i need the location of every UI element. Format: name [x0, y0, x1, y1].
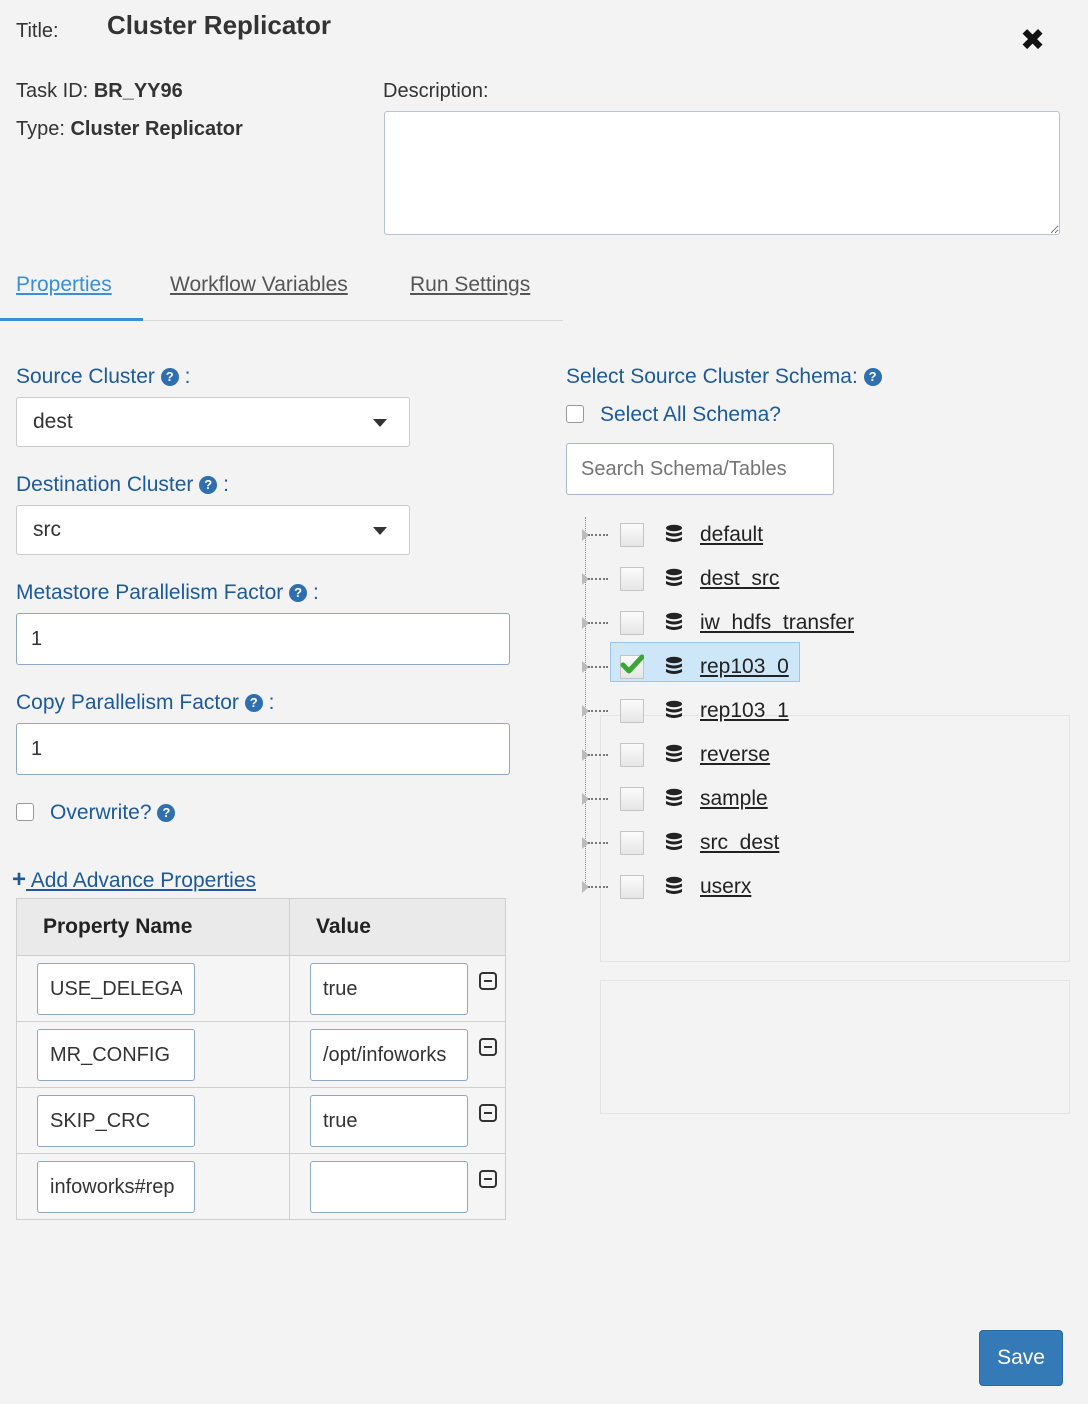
schema-select-label-text: Select Source Cluster Schema: [566, 365, 858, 388]
schema-name-link[interactable]: dest_src [700, 567, 780, 590]
schema-tree-item[interactable] [576, 604, 876, 644]
overwrite-label-text: Overwrite? [50, 801, 152, 824]
schema-search-input[interactable] [566, 443, 834, 495]
page-title[interactable]: Cluster Replicator [107, 10, 331, 40]
destination-cluster-value: src [33, 518, 61, 541]
property-value-cell [290, 1154, 506, 1220]
description-field[interactable] [384, 111, 1060, 235]
source-cluster-label-text: Source Cluster [16, 365, 155, 388]
property-value-input[interactable] [310, 963, 468, 1015]
tree-branch [588, 754, 608, 756]
property-name-cell [17, 1154, 290, 1220]
tree-branch [588, 666, 608, 668]
database-icon [665, 700, 683, 722]
task-id-label: Task ID: [16, 80, 89, 102]
overwrite-checkbox[interactable] [16, 803, 34, 821]
database-icon [665, 568, 683, 590]
close-icon[interactable]: ✖ [1020, 24, 1046, 57]
schema-name-link[interactable]: reverse [700, 743, 771, 766]
type-label: Type: [16, 118, 65, 140]
property-value-cell [290, 956, 506, 1022]
help-icon[interactable]: ? [199, 476, 217, 494]
database-icon [665, 876, 683, 898]
schema-checkbox[interactable] [620, 875, 644, 899]
chevron-down-icon [373, 527, 387, 535]
schema-tree-item[interactable] [576, 692, 876, 732]
schema-tree-item[interactable] [576, 824, 876, 864]
database-icon [665, 612, 683, 634]
property-name-cell [17, 1022, 290, 1088]
tree-branch [588, 534, 608, 536]
help-icon[interactable]: ? [245, 694, 263, 712]
database-icon [665, 524, 683, 546]
tree-branch [588, 886, 608, 888]
property-value-input[interactable] [310, 1095, 468, 1147]
schema-checkbox[interactable] [620, 743, 644, 767]
tree-branch [588, 622, 608, 624]
destination-cluster-label [16, 473, 229, 497]
table-row [17, 1154, 506, 1220]
overwrite-label [50, 801, 175, 825]
schema-tree-item[interactable] [576, 780, 876, 820]
tree-branch [588, 578, 608, 580]
schema-tree-item[interactable] [576, 560, 876, 600]
schema-select-label [566, 365, 882, 389]
database-icon [665, 656, 683, 678]
select-all-schema-label: Select All Schema? [600, 403, 781, 426]
save-button[interactable]: Save [979, 1330, 1063, 1386]
schema-checkbox[interactable] [620, 567, 644, 591]
tab-run-settings[interactable]: Run Settings [410, 273, 531, 296]
tree-branch [588, 842, 608, 844]
task-type [16, 118, 243, 141]
add-advance-properties-link[interactable]: Add Advance Properties [26, 869, 257, 892]
column-header-property-name: Property Name [17, 899, 290, 956]
type-value: Cluster Replicator [70, 118, 243, 140]
property-name-input[interactable] [37, 1161, 195, 1213]
property-value-cell [290, 1022, 506, 1088]
metastore-parallelism-input[interactable] [16, 613, 510, 665]
copy-parallelism-label-text: Copy Parallelism Factor [16, 691, 239, 714]
schema-tree-item[interactable] [576, 516, 876, 556]
schema-name-link[interactable]: rep103_1 [700, 699, 789, 722]
table-row [17, 1088, 506, 1154]
property-name-cell [17, 1088, 290, 1154]
schema-checkbox[interactable] [620, 611, 644, 635]
destination-cluster-label-text: Destination Cluster [16, 473, 194, 496]
label-colon: : [184, 365, 191, 388]
chevron-down-icon [373, 419, 387, 427]
database-icon [665, 744, 683, 766]
property-name-input[interactable] [37, 1029, 195, 1081]
help-icon[interactable]: ? [161, 368, 179, 386]
schema-name-link[interactable]: rep103_0 [700, 655, 789, 678]
table-header-row [17, 899, 506, 956]
copy-parallelism-label [16, 691, 274, 715]
schema-checkbox[interactable] [620, 787, 644, 811]
advance-properties-table [16, 898, 506, 1220]
database-icon [665, 832, 683, 854]
schema-name-link[interactable]: userx [700, 875, 752, 898]
database-icon [665, 788, 683, 810]
tree-branch [588, 798, 608, 800]
remove-row-icon[interactable] [479, 1038, 497, 1056]
schema-name-link[interactable]: sample [700, 787, 768, 810]
property-name-cell [17, 956, 290, 1022]
table-row [17, 1022, 506, 1088]
source-cluster-select[interactable] [16, 397, 410, 447]
schema-checkbox[interactable] [620, 523, 644, 547]
source-cluster-label [16, 365, 190, 389]
tab-properties[interactable]: Properties [16, 273, 112, 296]
tab-active-indicator [0, 318, 143, 321]
copy-parallelism-input[interactable] [16, 723, 510, 775]
table-row [17, 956, 506, 1022]
label-colon: : [312, 581, 319, 604]
schema-tree-item[interactable] [576, 868, 876, 908]
tab-workflow-variables[interactable]: Workflow Variables [170, 273, 348, 296]
remove-row-icon[interactable] [479, 972, 497, 990]
source-cluster-value: dest [33, 410, 73, 433]
help-icon[interactable]: ? [289, 584, 307, 602]
remove-row-icon[interactable] [479, 1170, 497, 1188]
schema-checkbox[interactable] [620, 831, 644, 855]
label-colon: : [268, 691, 275, 714]
property-value-input[interactable] [310, 1161, 468, 1213]
column-header-value: Value [290, 899, 506, 956]
property-value-input[interactable] [310, 1029, 468, 1081]
destination-cluster-select[interactable] [16, 505, 410, 555]
select-all-schema-checkbox[interactable] [566, 405, 584, 423]
remove-row-icon[interactable] [479, 1104, 497, 1122]
help-icon[interactable]: ? [157, 804, 175, 822]
add-advance-properties[interactable] [12, 866, 256, 894]
task-id [16, 80, 183, 103]
title-label: Title: [16, 20, 59, 42]
checkmark-icon [620, 653, 644, 677]
schema-tree-item[interactable] [576, 736, 876, 776]
plus-icon: + [12, 866, 27, 893]
schema-name-link[interactable]: iw_hdfs_transfer [700, 611, 855, 634]
tree-branch [588, 710, 608, 712]
property-value-cell [290, 1088, 506, 1154]
background-panel [600, 980, 1070, 1114]
property-name-input[interactable] [37, 963, 195, 1015]
label-colon: : [223, 473, 229, 496]
description-label: Description: [383, 80, 489, 102]
property-name-input[interactable] [37, 1095, 195, 1147]
metastore-parallelism-label [16, 581, 319, 605]
schema-tree-item[interactable] [576, 648, 876, 688]
schema-checkbox[interactable] [620, 655, 644, 679]
metastore-parallelism-label-text: Metastore Parallelism Factor [16, 581, 284, 604]
schema-checkbox[interactable] [620, 699, 644, 723]
schema-name-link[interactable]: src_dest [700, 831, 780, 854]
task-id-value: BR_YY96 [93, 80, 183, 102]
help-icon[interactable]: ? [864, 368, 882, 386]
schema-name-link[interactable]: default [700, 523, 764, 546]
